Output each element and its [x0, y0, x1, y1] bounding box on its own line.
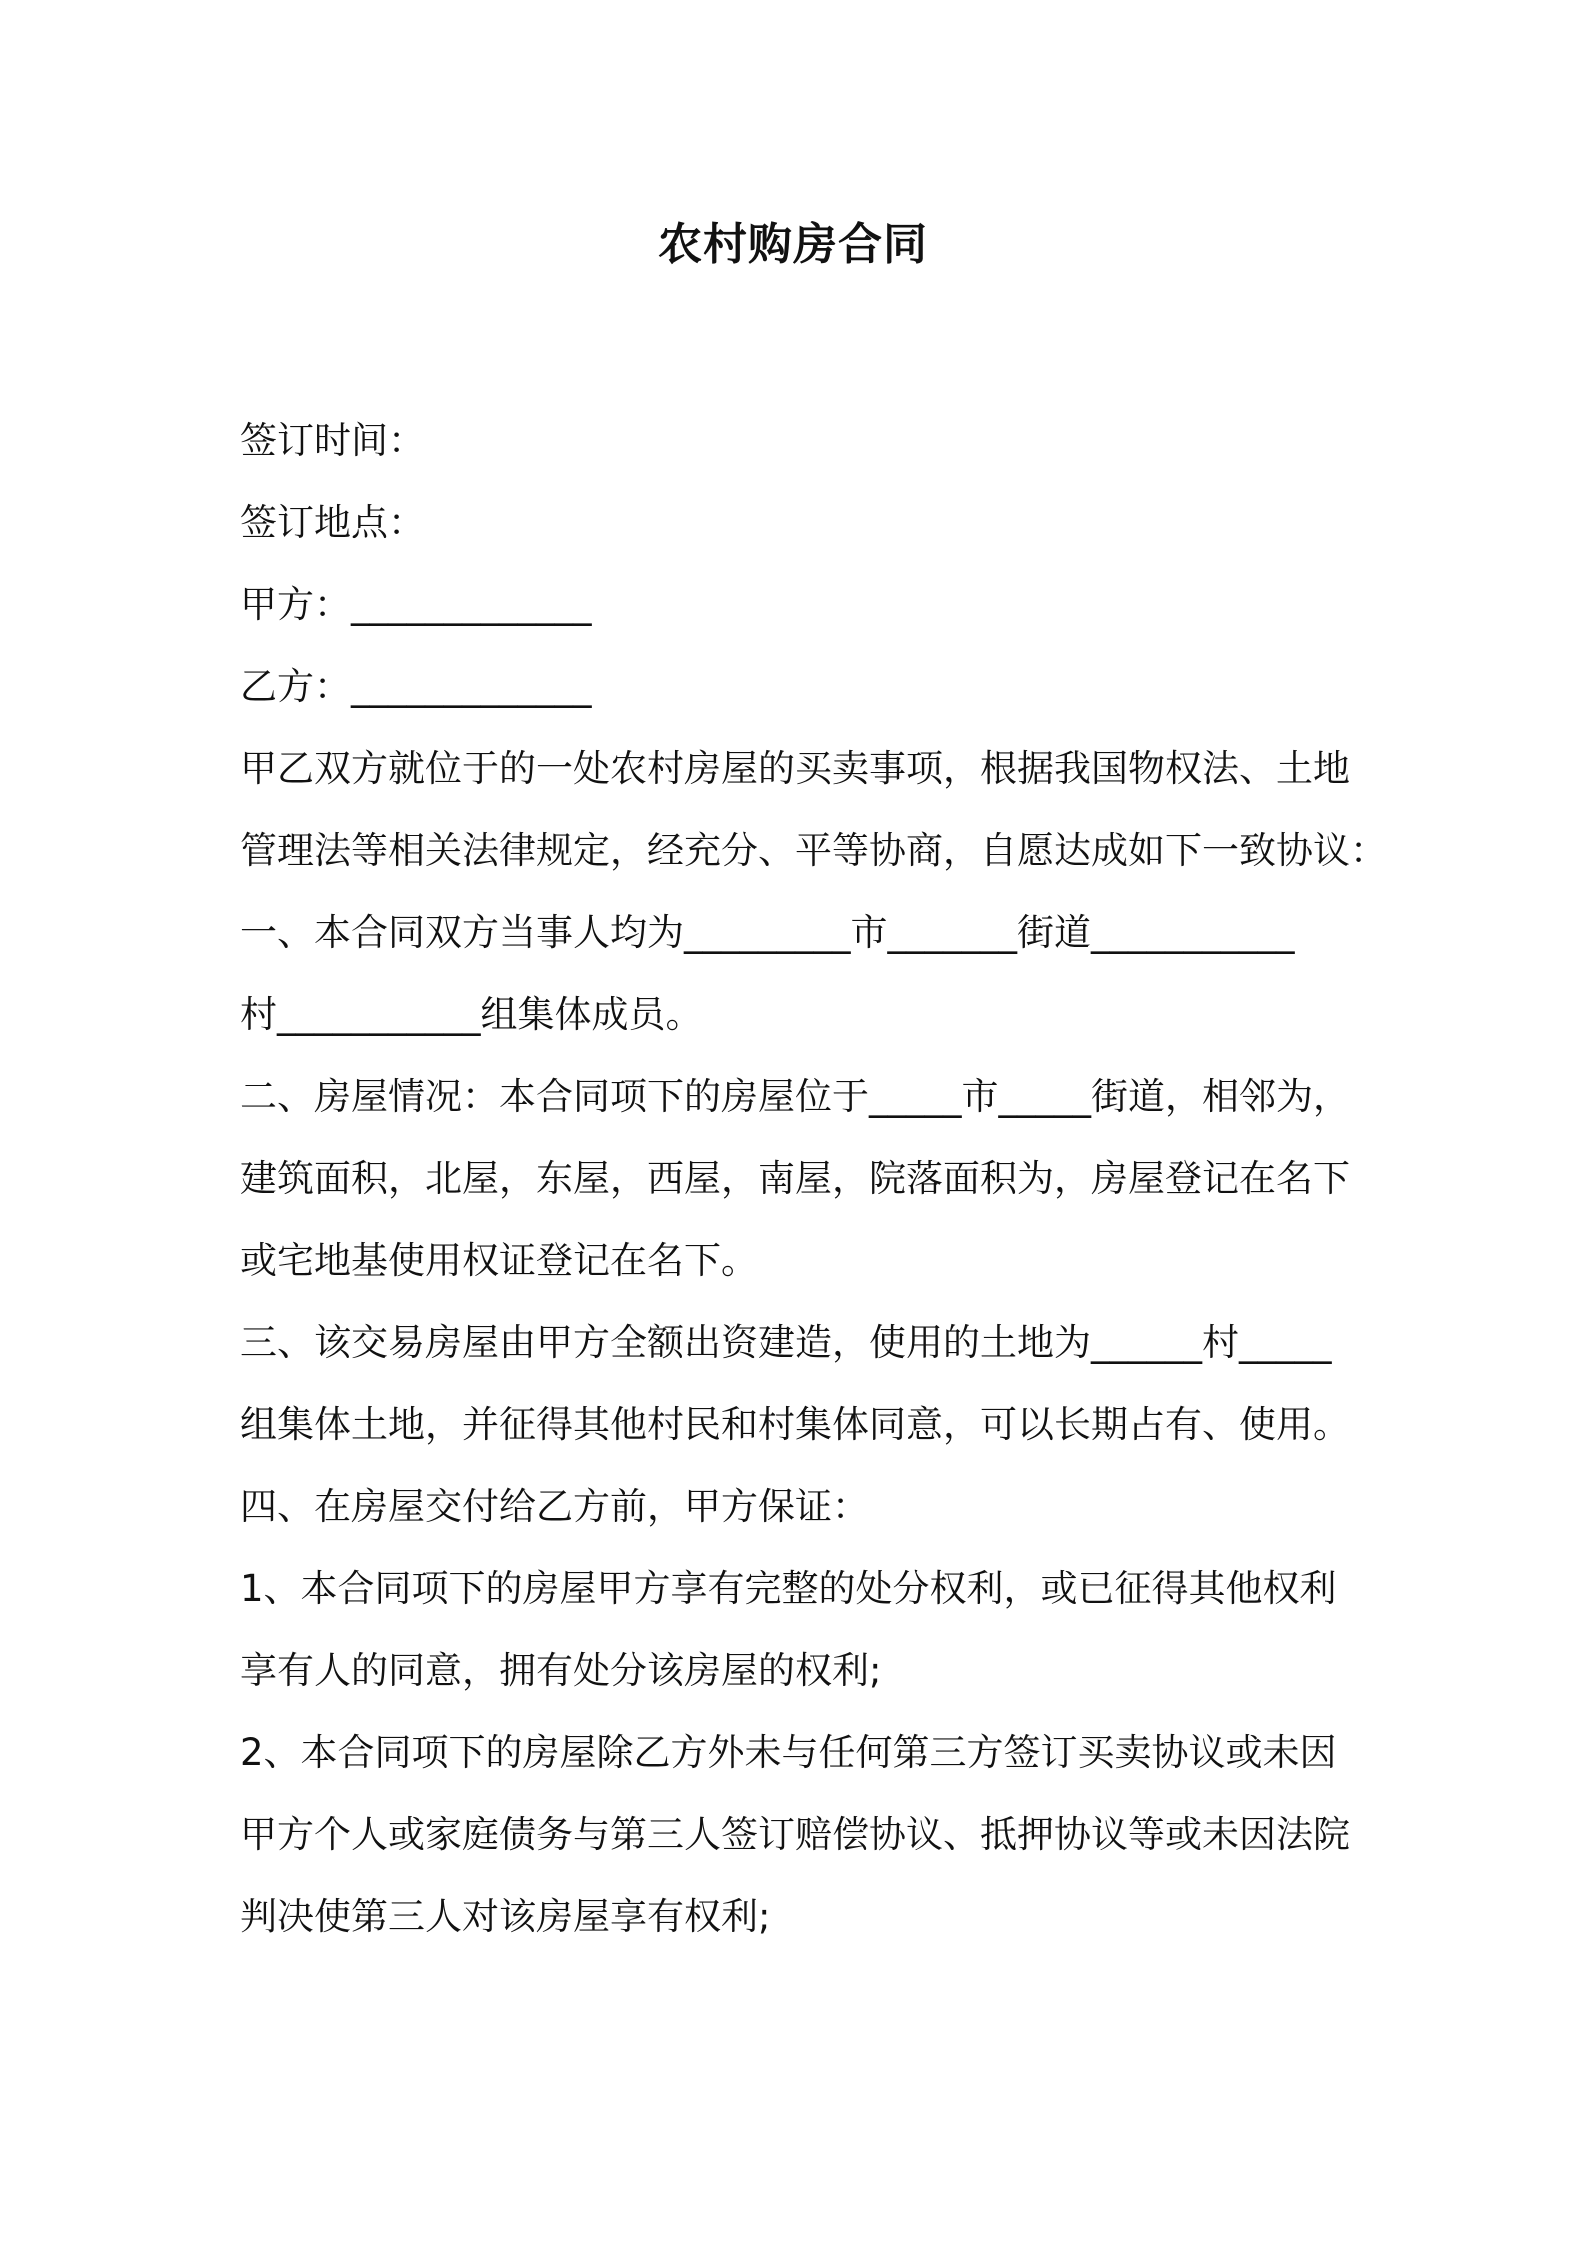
clause-1-line: 一、本合同双方当事人均为_________市_______街道___________ [240, 911, 1295, 954]
preamble-line: 管理法等相关法律规定，经充分、平等协商，自愿达成如下一致协议： [240, 829, 1387, 872]
party-a-line: 甲方：_____________ [240, 583, 592, 626]
signing-place-line: 签订地点： [240, 501, 425, 544]
clause-1-line: 村___________组集体成员。 [240, 993, 703, 1036]
clause-4-item-2-line: 2、本合同项下的房屋除乙方外未与任何第三方签订买卖协议或未因 [240, 1731, 1337, 1774]
preamble-line: 甲乙双方就位于的一处农村房屋的买卖事项，根据我国物权法、土地 [240, 747, 1350, 790]
clause-2-line: 二、房屋情况：本合同项下的房屋位于_____市_____街道，相邻为， [240, 1075, 1350, 1118]
clause-4-item-2-line: 甲方个人或家庭债务与第三人签订赔偿协议、抵押协议等或未因法院 [240, 1813, 1350, 1856]
document-title: 农村购房合同 [658, 219, 928, 270]
clause-4-item-1-line: 享有人的同意，拥有处分该房屋的权利; [240, 1649, 882, 1692]
clause-2-line: 或宅地基使用权证登记在名下。 [240, 1239, 758, 1282]
document-body [240, 400, 1387, 1958]
clause-3-line: 组集体土地，并征得其他村民和村集体同意，可以长期占有、使用。 [240, 1403, 1350, 1446]
clause-4-item-2-line: 判决使第三人对该房屋享有权利; [240, 1895, 771, 1938]
clause-4-item-1-line: 1、本合同项下的房屋甲方享有完整的处分权利，或已征得其他权利 [240, 1567, 1337, 1610]
party-b-line: 乙方：_____________ [240, 665, 592, 708]
clause-3-line: 三、该交易房屋由甲方全额出资建造，使用的土地为______村_____ [240, 1321, 1332, 1364]
clause-4-line: 四、在房屋交付给乙方前，甲方保证： [240, 1485, 869, 1528]
clause-2-line: 建筑面积，北屋，东屋，西屋，南屋，院落面积为，房屋登记在名下 [240, 1157, 1350, 1200]
signing-time-line: 签订时间： [240, 419, 425, 462]
